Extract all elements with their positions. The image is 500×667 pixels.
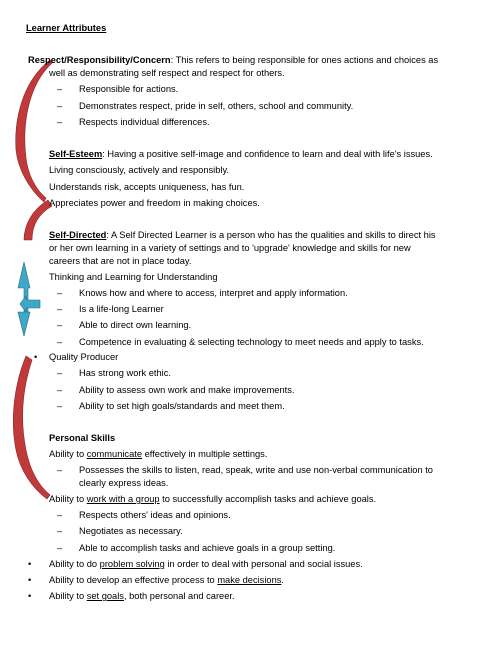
communicate-post: effectively in multiple settings. [142,449,268,459]
respect-item: Responsible for actions. [79,84,179,94]
red-curve-arrow-middle [24,200,52,240]
goals-pre: Ability to [49,591,87,601]
group-underlined: work with a group [86,494,160,504]
dash-marker: – [57,385,63,395]
communicate-item-line2: clearly express ideas. [79,478,169,488]
goals-post: , both personal and career. [123,591,235,601]
group-item: Able to accomplish tasks and achieve goals in a group setting. [79,543,336,553]
respect-heading: Respect/Responsibility/Concern [28,55,171,65]
selfdirected-text-2: or her own learning in a variety of settings and to 'upgrade' knowledge and skills for new [49,243,411,253]
bullet-marker: • [34,352,38,362]
selfdirected-text-1: : A Self Directed Learner is a person who has the qualities and skills to direct his [106,230,436,240]
problem-pre: Ability to do [49,559,100,569]
bullet-marker: • [28,559,32,569]
communicate-pre: Ability to [49,449,87,459]
respect-item: Demonstrates respect, pride in self, others, school and community. [79,101,354,111]
dash-marker: – [57,543,63,553]
red-curve-arrow-upper [16,60,52,202]
red-curve-arrow-lower [13,356,50,499]
dash-marker: – [57,526,63,536]
personal-skills-heading: Personal Skills [49,433,116,443]
blue-chevron-left-icon [20,296,40,312]
goals-underlined: set goals [86,591,124,601]
goals-line [49,590,235,602]
communicate-item-line1: Possesses the skills to listen, read, speak, write and use non-verbal communication to [79,465,433,475]
dash-marker: – [57,368,63,378]
dash-marker: – [57,288,63,298]
selfesteem-heading: Self-Esteem [49,149,103,159]
selfdirected-text-3: careers that are not in place today. [49,256,192,266]
quality-item: Ability to assess own work and make improvements. [79,385,295,395]
dash-marker: – [57,337,63,347]
thinking-learning-subheading: Thinking and Learning for Understanding [49,272,218,282]
decisions-line [49,574,284,586]
group-item: Negotiates as necessary. [79,526,183,536]
selfesteem-line: Appreciates power and freedom in making choices. [49,198,260,208]
thinking-item: Able to direct own learning. [79,320,192,330]
problem-underlined: problem solving [99,559,165,569]
respect-paragraph-line1 [28,54,438,66]
dash-marker: – [57,320,63,330]
quality-item: Ability to set high goals/standards and meet them. [79,401,285,411]
bullet-marker: • [28,575,32,585]
selfdirected-paragraph-line1 [49,229,436,241]
decisions-underlined: make decisions [217,575,282,585]
group-line [49,493,376,505]
page-title: Learner Attributes [26,23,107,33]
dash-marker: – [57,304,63,314]
dash-marker: – [57,401,63,411]
decisions-post: . [281,575,284,585]
respect-text-1: : This refers to being responsible for ones actions and choices as [170,55,439,65]
dash-marker: – [57,117,63,127]
selfdirected-heading: Self-Directed [49,230,107,240]
decisions-pre: Ability to develop an effective process to [49,575,218,585]
selfesteem-paragraph [49,148,433,160]
group-post: to successfully accomplish tasks and achieve goals. [159,494,377,504]
dash-marker: – [57,465,63,475]
selfesteem-line: Understands risk, accepts uniqueness, has fun. [49,182,245,192]
thinking-item: Is a life-long Learner [79,304,164,314]
respect-item: Respects individual differences. [79,117,210,127]
thinking-item: Competence in evaluating & selecting technology to meet needs and apply to tasks. [79,337,424,347]
dash-marker: – [57,510,63,520]
problem-solving-line [49,558,363,570]
dash-marker: – [57,84,63,94]
group-item: Respects others' ideas and opinions. [79,510,231,520]
selfesteem-line: Living consciously, actively and responsibly. [49,165,229,175]
selfesteem-text: : Having a positive self-image and confidence to learn and deal with life's issues. [102,149,433,159]
group-pre: Ability to [49,494,87,504]
problem-post: in order to deal with personal and social issues. [164,559,363,569]
bullet-marker: • [28,591,32,601]
thinking-item: Knows how and where to access, interpret and apply information. [79,288,348,298]
quality-item: Has strong work ethic. [79,368,171,378]
quality-producer-subheading: Quality Producer [49,352,119,362]
communicate-line [49,448,267,460]
communicate-underlined: communicate [86,449,143,459]
respect-text-2: well as demonstrating self respect and respect for others. [49,68,285,78]
dash-marker: – [57,101,63,111]
